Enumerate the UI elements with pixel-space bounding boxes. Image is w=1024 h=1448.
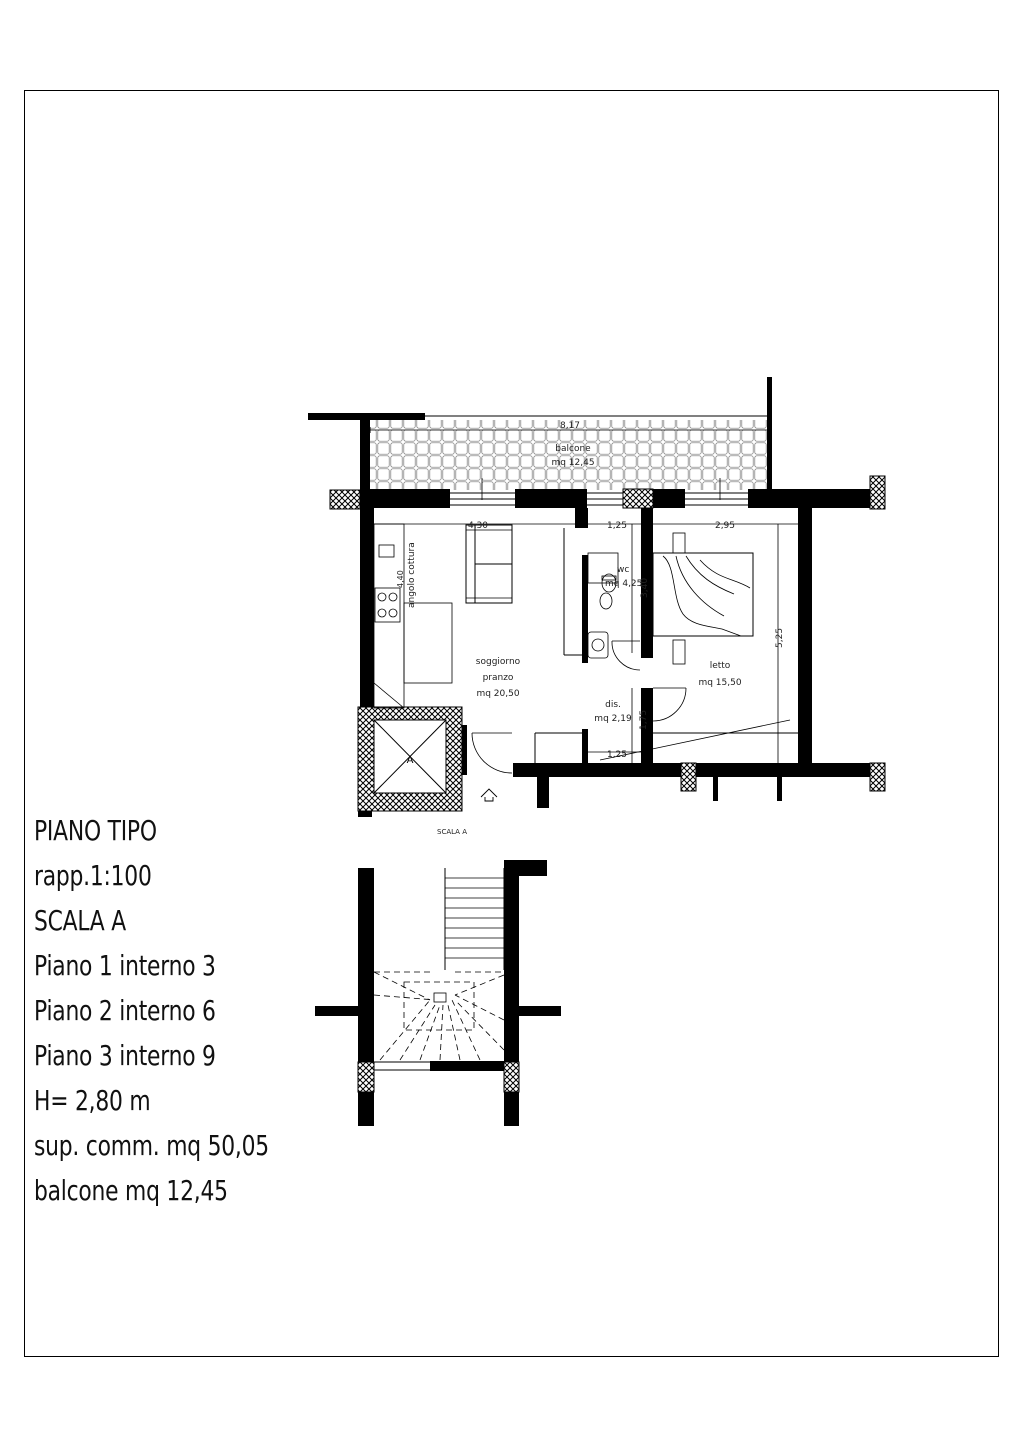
dim-wc-height: 3,40: [640, 577, 650, 598]
dim-hall-height: 1,75: [639, 709, 649, 730]
hall-label: dis.: [605, 700, 621, 710]
legend-scale: rapp.1:100: [34, 859, 152, 892]
dim-wc-width: 1,25: [606, 521, 628, 531]
door-bedroom: [653, 688, 686, 721]
legend-stair: SCALA A: [34, 904, 126, 937]
bidet-icon: [600, 593, 612, 609]
kitchen-island: [404, 603, 452, 683]
legend-balcony: balcone mq 12,45: [34, 1174, 228, 1207]
wc-fixtures: [588, 553, 642, 658]
dim-hall-width: 1,25: [606, 750, 628, 760]
wc-area: mq 4,25: [605, 579, 643, 589]
hall: [594, 700, 632, 724]
stair-caption: SCALA A: [437, 828, 467, 836]
door-wc: [612, 641, 640, 670]
window-living: [450, 493, 515, 505]
sofa-icon: [466, 525, 512, 603]
staircase: [315, 860, 561, 1126]
legend-floor-1: Piano 1 interno 3: [34, 949, 216, 982]
legend-floor-2: Piano 2 interno 6: [34, 994, 216, 1027]
bedroom-label: letto: [709, 661, 731, 671]
stove-burner-icon: [378, 593, 386, 601]
elevator-label: A: [406, 755, 414, 766]
wc-label: wc: [617, 565, 630, 575]
plan-legend: [34, 808, 335, 1213]
dim-living-width: 4,30: [467, 521, 489, 531]
dim-bed-width: 2,95: [714, 521, 736, 531]
kitchen-counter: [374, 524, 452, 708]
balcony-label: balcone: [555, 444, 591, 454]
kitchen-label: angolo cottura: [407, 542, 417, 608]
door-entrance: [472, 733, 512, 773]
stove-burner-icon: [389, 593, 397, 601]
bed-icon: [653, 533, 753, 688]
legend-surface: sup. comm. mq 50,05: [34, 1129, 269, 1162]
living-area: mq 20,50: [476, 689, 520, 699]
bedroom-area: mq 15,50: [698, 678, 742, 688]
dim-bed-height: 5,25: [775, 627, 785, 648]
stove-burner-icon: [378, 609, 386, 617]
entrance-arrow-icon: [481, 789, 497, 801]
window-wc: [587, 493, 623, 505]
legend-height: H= 2,80 m: [34, 1084, 151, 1117]
hall-area: mq 2,19: [594, 714, 632, 724]
sink-icon: [588, 632, 608, 658]
balcony-width: 8,17: [559, 421, 581, 431]
living-room: [476, 657, 521, 699]
stove-burner-icon: [389, 609, 397, 617]
elevator-shaft: [358, 707, 467, 811]
window-bedroom: [685, 493, 748, 505]
legend-floor-3: Piano 3 interno 9: [34, 1039, 216, 1072]
living-label: soggiorno: [475, 657, 521, 667]
living-sub: pranzo: [482, 673, 514, 683]
balcony-area: mq 12,45: [551, 458, 595, 468]
kitchen-depth: 4,40: [396, 570, 405, 588]
legend-title: PIANO TIPO: [34, 814, 157, 847]
balcony: [308, 377, 772, 500]
